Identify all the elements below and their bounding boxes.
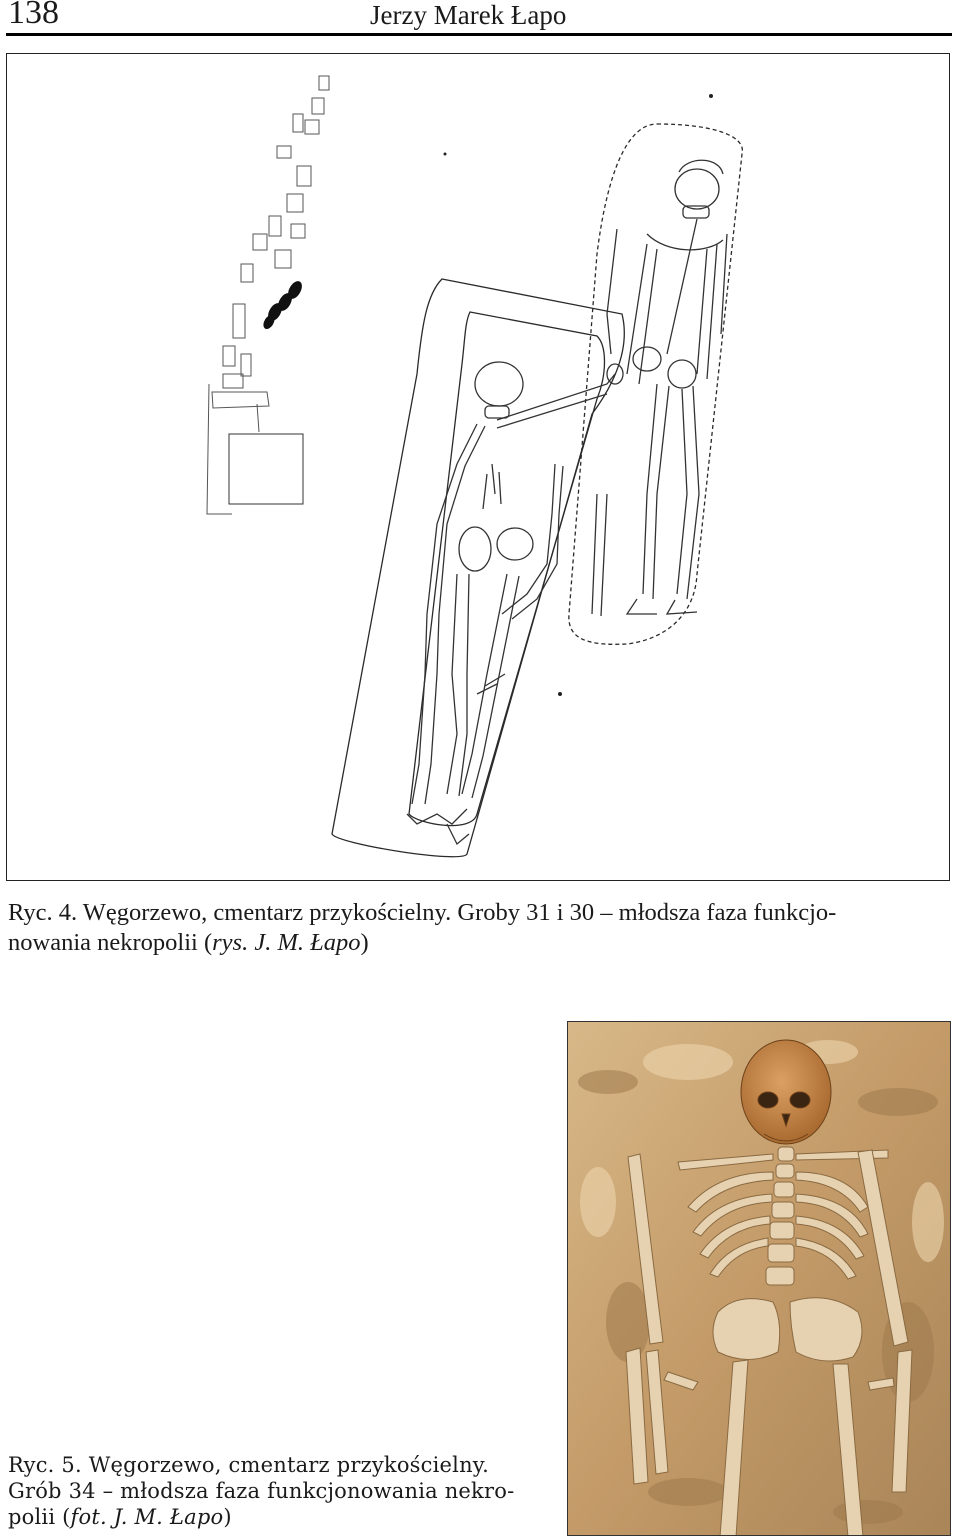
figure-5-caption-line2: Grób 34 – młodsza faza funkcjonowania nekro- [8,1479,515,1503]
figure-4-caption-line2-start: nowania nekropolii ( [8,929,213,956]
figure-5-caption-line3-end: ) [223,1505,232,1529]
grave-plan-drawing [7,54,951,882]
skeleton-photo [568,1022,951,1536]
figure-5-photo [567,1021,951,1536]
fragment-column [207,76,329,514]
figure-4-caption [8,898,952,958]
grave-31-outline [332,279,624,857]
figure-4-credit: rys. J. M. Łapo [212,929,361,956]
figure-4-caption-line2-end: ) [360,929,369,956]
figure-4-drawing [6,53,950,881]
figure-5-caption-line3-start: polii ( [8,1505,71,1529]
figure-5-caption [8,1452,560,1530]
grave-30-outline [569,124,743,644]
figure-5-credit: fot. J. M. Łapo [70,1505,224,1529]
skeleton-grave-30 [592,160,727,616]
header-rule [6,33,952,36]
figure-4-caption-line1: Ryc. 4. Węgorzewo, cmentarz przykościelny. Groby 31 i 30 – młodsza faza funkcjo- [8,899,837,926]
dark-fragments [262,280,304,330]
page-number: 138 [8,0,59,31]
skeleton-grave-31 [407,362,623,844]
running-head: Jerzy Marek Łapo [370,0,567,30]
grave-31-inner-outline [409,312,605,826]
stray-dots [444,94,714,696]
skull [741,1040,831,1144]
figure-5-caption-line1: Ryc. 5. Węgorzewo, cmentarz przykościelny. [8,1453,489,1477]
